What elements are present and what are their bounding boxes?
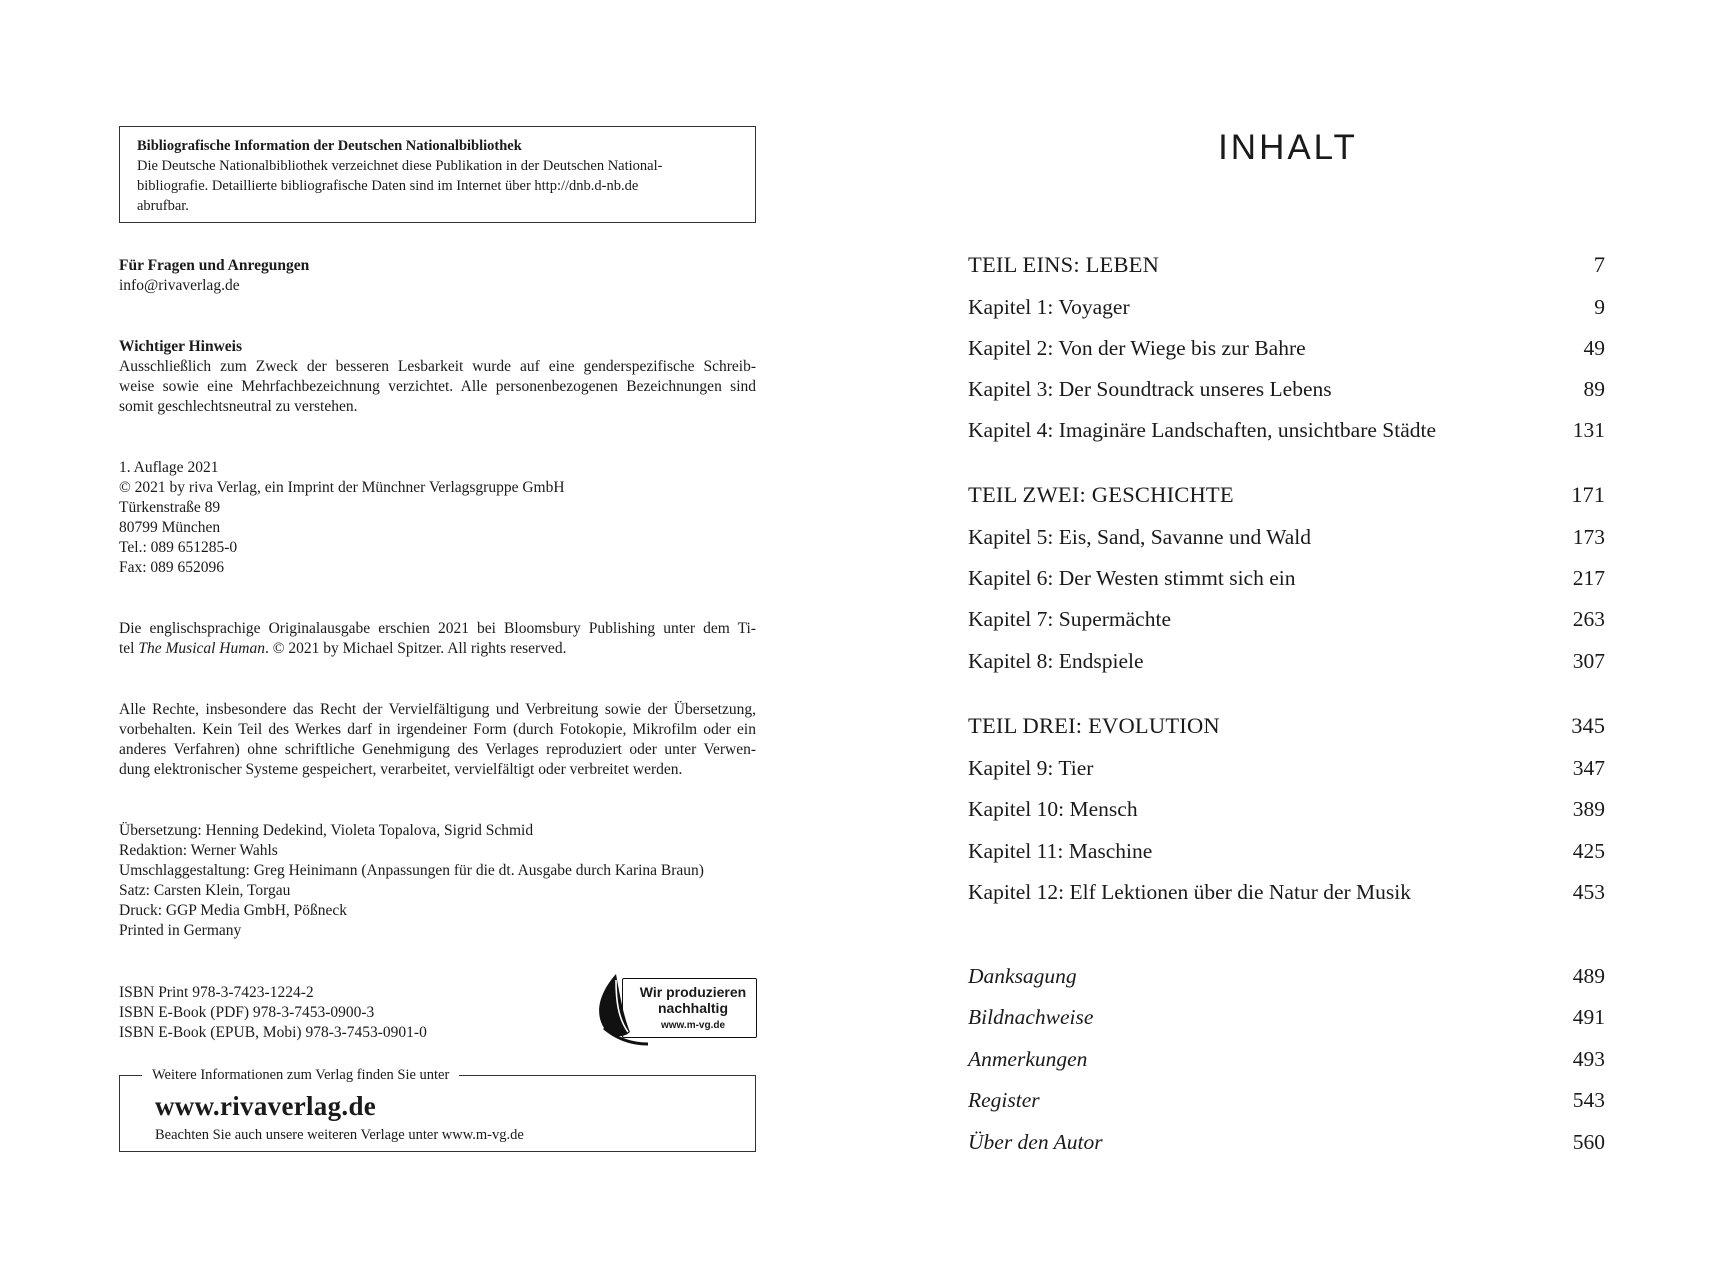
- toc-entry-title: Kapitel 8: Endspiele: [968, 649, 1144, 673]
- original-suffix: . © 2021 by Michael Spitzer. All rights reserved.: [264, 640, 567, 657]
- toc-entry-title: Anmerkungen: [968, 1047, 1088, 1071]
- toc-entry-title: Kapitel 9: Tier: [968, 756, 1094, 780]
- toc-entry-page: 9: [1594, 295, 1605, 319]
- isbn-print: ISBN Print 978-3-7423-1224-2: [119, 984, 314, 1001]
- toc-part-row[interactable]: [968, 711, 1605, 741]
- copyright-line: © 2021 by riva Verlag, ein Imprint der Münchner Verlagsgruppe GmbH: [119, 479, 565, 496]
- toc-chapter-row[interactable]: [968, 836, 1605, 866]
- toc-entry-page: 49: [1583, 336, 1605, 360]
- toc-chapter-row[interactable]: [968, 415, 1605, 445]
- toc-part-row[interactable]: [968, 480, 1605, 510]
- toc-entry-page: 89: [1583, 377, 1605, 401]
- toc-entry-title: Kapitel 2: Von der Wiege bis zur Bahre: [968, 336, 1306, 360]
- city-line: 80799 München: [119, 519, 221, 536]
- isbn-epub: ISBN E-Book (EPUB, Mobi) 978-3-7453-0901-0: [119, 1024, 427, 1041]
- toc-chapter-row[interactable]: [968, 374, 1605, 404]
- toc-entry-page: 345: [1571, 713, 1605, 738]
- toc-entry-page: 347: [1572, 756, 1605, 780]
- toc-entry-title: Über den Autor: [968, 1130, 1103, 1154]
- toc-entry-page: 493: [1572, 1047, 1605, 1071]
- notice-line: Ausschließlich zum Zweck der besseren Lesbarkeit wurde auf eine genderspezifische Schreib-: [119, 358, 756, 375]
- dnb-text-line: abrufbar.: [137, 198, 189, 214]
- toc-entry-page: 425: [1572, 839, 1605, 863]
- dnb-text-line: Die Deutsche Nationalbibliothek verzeichnet diese Publikation in der Deutschen National-: [137, 158, 663, 174]
- website-url[interactable]: www.rivaverlag.de: [155, 1091, 377, 1121]
- rights-line: dung elektronischer Systeme gespeichert, verarbeitet, vervielfältigt oder verbreitet werden.: [119, 761, 683, 778]
- toc-entry-page: 543: [1572, 1088, 1605, 1112]
- toc-extra-row[interactable]: [968, 1085, 1605, 1115]
- toc-entry-page: 491: [1572, 1005, 1605, 1029]
- contact-heading: Für Fragen und Anregungen: [119, 257, 310, 274]
- fax-line: Fax: 089 652096: [119, 559, 225, 576]
- toc-entry-page: 173: [1572, 525, 1605, 549]
- original-line: Die englischsprachige Originalausgabe erschien 2021 bei Bloomsbury Publishing unter dem Ti-: [119, 620, 756, 637]
- toc-entry-title: Bildnachweise: [968, 1005, 1094, 1029]
- toc-entry-title: Kapitel 12: Elf Lektionen über die Natur der Musik: [968, 880, 1412, 904]
- toc-entry-page: 307: [1572, 649, 1605, 673]
- toc-entry-title: Kapitel 5: Eis, Sand, Savanne und Wald: [968, 525, 1312, 549]
- rights-line: vorbehalten. Kein Teil des Werkes darf in irgendeiner Form (durch Fotokopie, Mikrofilm oder ein: [119, 721, 756, 738]
- original-edition-block: [119, 619, 756, 659]
- phone-line: Tel.: 089 651285-0: [119, 539, 238, 556]
- cover-design-line: Umschlaggestaltung: Greg Heinimann (Anpassungen für die dt. Ausgabe durch Karina Braun): [119, 862, 704, 879]
- toc-entry-title: TEIL ZWEI: GESCHICHTE: [968, 482, 1234, 507]
- sustainability-line1: Wir produzieren: [639, 984, 747, 1000]
- toc-title: INHALT: [1218, 128, 1358, 167]
- sustainability-url: www.m-vg.de: [660, 1020, 726, 1031]
- rights-block: [119, 700, 756, 780]
- imprint-page: [0, 0, 856, 1270]
- website-legend: Weitere Informationen zum Verlag finden Sie unter: [142, 1065, 459, 1085]
- toc-chapter-row[interactable]: [968, 794, 1605, 824]
- toc-entry-title: TEIL EINS: LEBEN: [968, 252, 1160, 277]
- toc-chapter-row[interactable]: [968, 753, 1605, 783]
- translation-line: Übersetzung: Henning Dedekind, Violeta Topalova, Sigrid Schmid: [119, 822, 534, 839]
- toc-entry-title: Kapitel 4: Imaginäre Landschaften, unsichtbare Städte: [968, 418, 1437, 442]
- publisher-block: [119, 458, 756, 578]
- notice-line: somit geschlechtsneutral zu verstehen.: [119, 398, 358, 415]
- website-note: Beachten Sie auch unsere weiteren Verlage unter www.m-vg.de: [155, 1127, 524, 1143]
- dnb-info-box: [119, 126, 756, 223]
- credits-block: [119, 821, 756, 941]
- toc-extra-row[interactable]: [968, 1002, 1605, 1032]
- toc-part-row[interactable]: [968, 250, 1605, 280]
- toc-entry-title: Kapitel 10: Mensch: [968, 797, 1138, 821]
- toc-entry-page: 389: [1572, 797, 1605, 821]
- dnb-heading: Bibliografische Information der Deutschen Nationalbibliothek: [137, 138, 522, 154]
- printed-in-line: Printed in Germany: [119, 922, 242, 939]
- toc-entry-title: Kapitel 3: Der Soundtrack unseres Lebens: [968, 377, 1332, 401]
- street-line: Türkenstraße 89: [119, 499, 221, 516]
- toc-entry-page: 489: [1572, 964, 1605, 988]
- toc-chapter-row[interactable]: [968, 522, 1605, 552]
- notice-line: weise sowie eine Mehrfachbezeichnung verzichtet. Alle personenbezogenen Bezeichnungen sind: [119, 378, 756, 395]
- toc-entry-title: Kapitel 1: Voyager: [968, 295, 1130, 319]
- printing-line: Druck: GGP Media GmbH, Pößneck: [119, 902, 348, 919]
- toc-entry-page: 453: [1572, 880, 1605, 904]
- rights-line: Alle Rechte, insbesondere das Recht der Vervielfältigung und Verbreitung sowie der Übersetzung,: [119, 701, 756, 718]
- toc-entry-page: 7: [1593, 252, 1605, 277]
- leaf-icon: [594, 972, 654, 1046]
- toc-entry-title: Kapitel 11: Maschine: [968, 839, 1153, 863]
- editing-line: Redaktion: Werner Wahls: [119, 842, 278, 859]
- toc-entry-page: 131: [1572, 418, 1605, 442]
- publisher-website-box: [119, 1067, 756, 1152]
- toc-chapter-row[interactable]: [968, 604, 1605, 634]
- isbn-block: [119, 983, 539, 1043]
- toc-extra-row[interactable]: [968, 1044, 1605, 1074]
- toc-chapter-row[interactable]: [968, 292, 1605, 322]
- notice-heading: Wichtiger Hinweis: [119, 338, 242, 355]
- notice-block: [119, 337, 756, 417]
- toc-extra-row[interactable]: [968, 1127, 1605, 1157]
- isbn-pdf: ISBN E-Book (PDF) 978-3-7453-0900-3: [119, 1004, 375, 1021]
- toc-entry-page: 171: [1571, 482, 1605, 507]
- toc-entry-title: Register: [968, 1088, 1040, 1112]
- toc-chapter-row[interactable]: [968, 646, 1605, 676]
- edition-line: 1. Auflage 2021: [119, 459, 219, 476]
- dnb-text-line: bibliografie. Detaillierte bibliografische Daten sind im Internet über http://dnb.d-nb.de: [137, 178, 639, 194]
- original-title: The Musical Human: [138, 640, 265, 657]
- original-line: [119, 639, 756, 659]
- original-prefix: tel: [119, 640, 139, 657]
- contact-block: [119, 256, 756, 296]
- toc-entry-page: 560: [1572, 1130, 1605, 1154]
- toc-entry-page: 263: [1572, 607, 1605, 631]
- toc-chapter-row[interactable]: [968, 563, 1605, 593]
- toc-entry-title: Kapitel 6: Der Westen stimmt sich ein: [968, 566, 1296, 590]
- toc-entry-title: Danksagung: [968, 964, 1077, 988]
- toc-extra-row[interactable]: [968, 961, 1605, 991]
- contact-email[interactable]: info@rivaverlag.de: [119, 277, 240, 294]
- toc-entry-page: 217: [1572, 566, 1605, 590]
- toc-chapter-row[interactable]: [968, 333, 1605, 363]
- toc-chapter-row[interactable]: [968, 877, 1605, 907]
- toc-entry-title: TEIL DREI: EVOLUTION: [968, 713, 1220, 738]
- rights-line: anderes Verfahren) ohne schriftliche Genehmigung des Verlages reproduziert oder unter Verwen-: [119, 741, 756, 758]
- sustainability-logo: [594, 972, 757, 1044]
- typesetting-line: Satz: Carsten Klein, Torgau: [119, 882, 291, 899]
- toc-entry-title: Kapitel 7: Supermächte: [968, 607, 1171, 631]
- sustainability-line2: nachhaltig: [657, 1000, 728, 1016]
